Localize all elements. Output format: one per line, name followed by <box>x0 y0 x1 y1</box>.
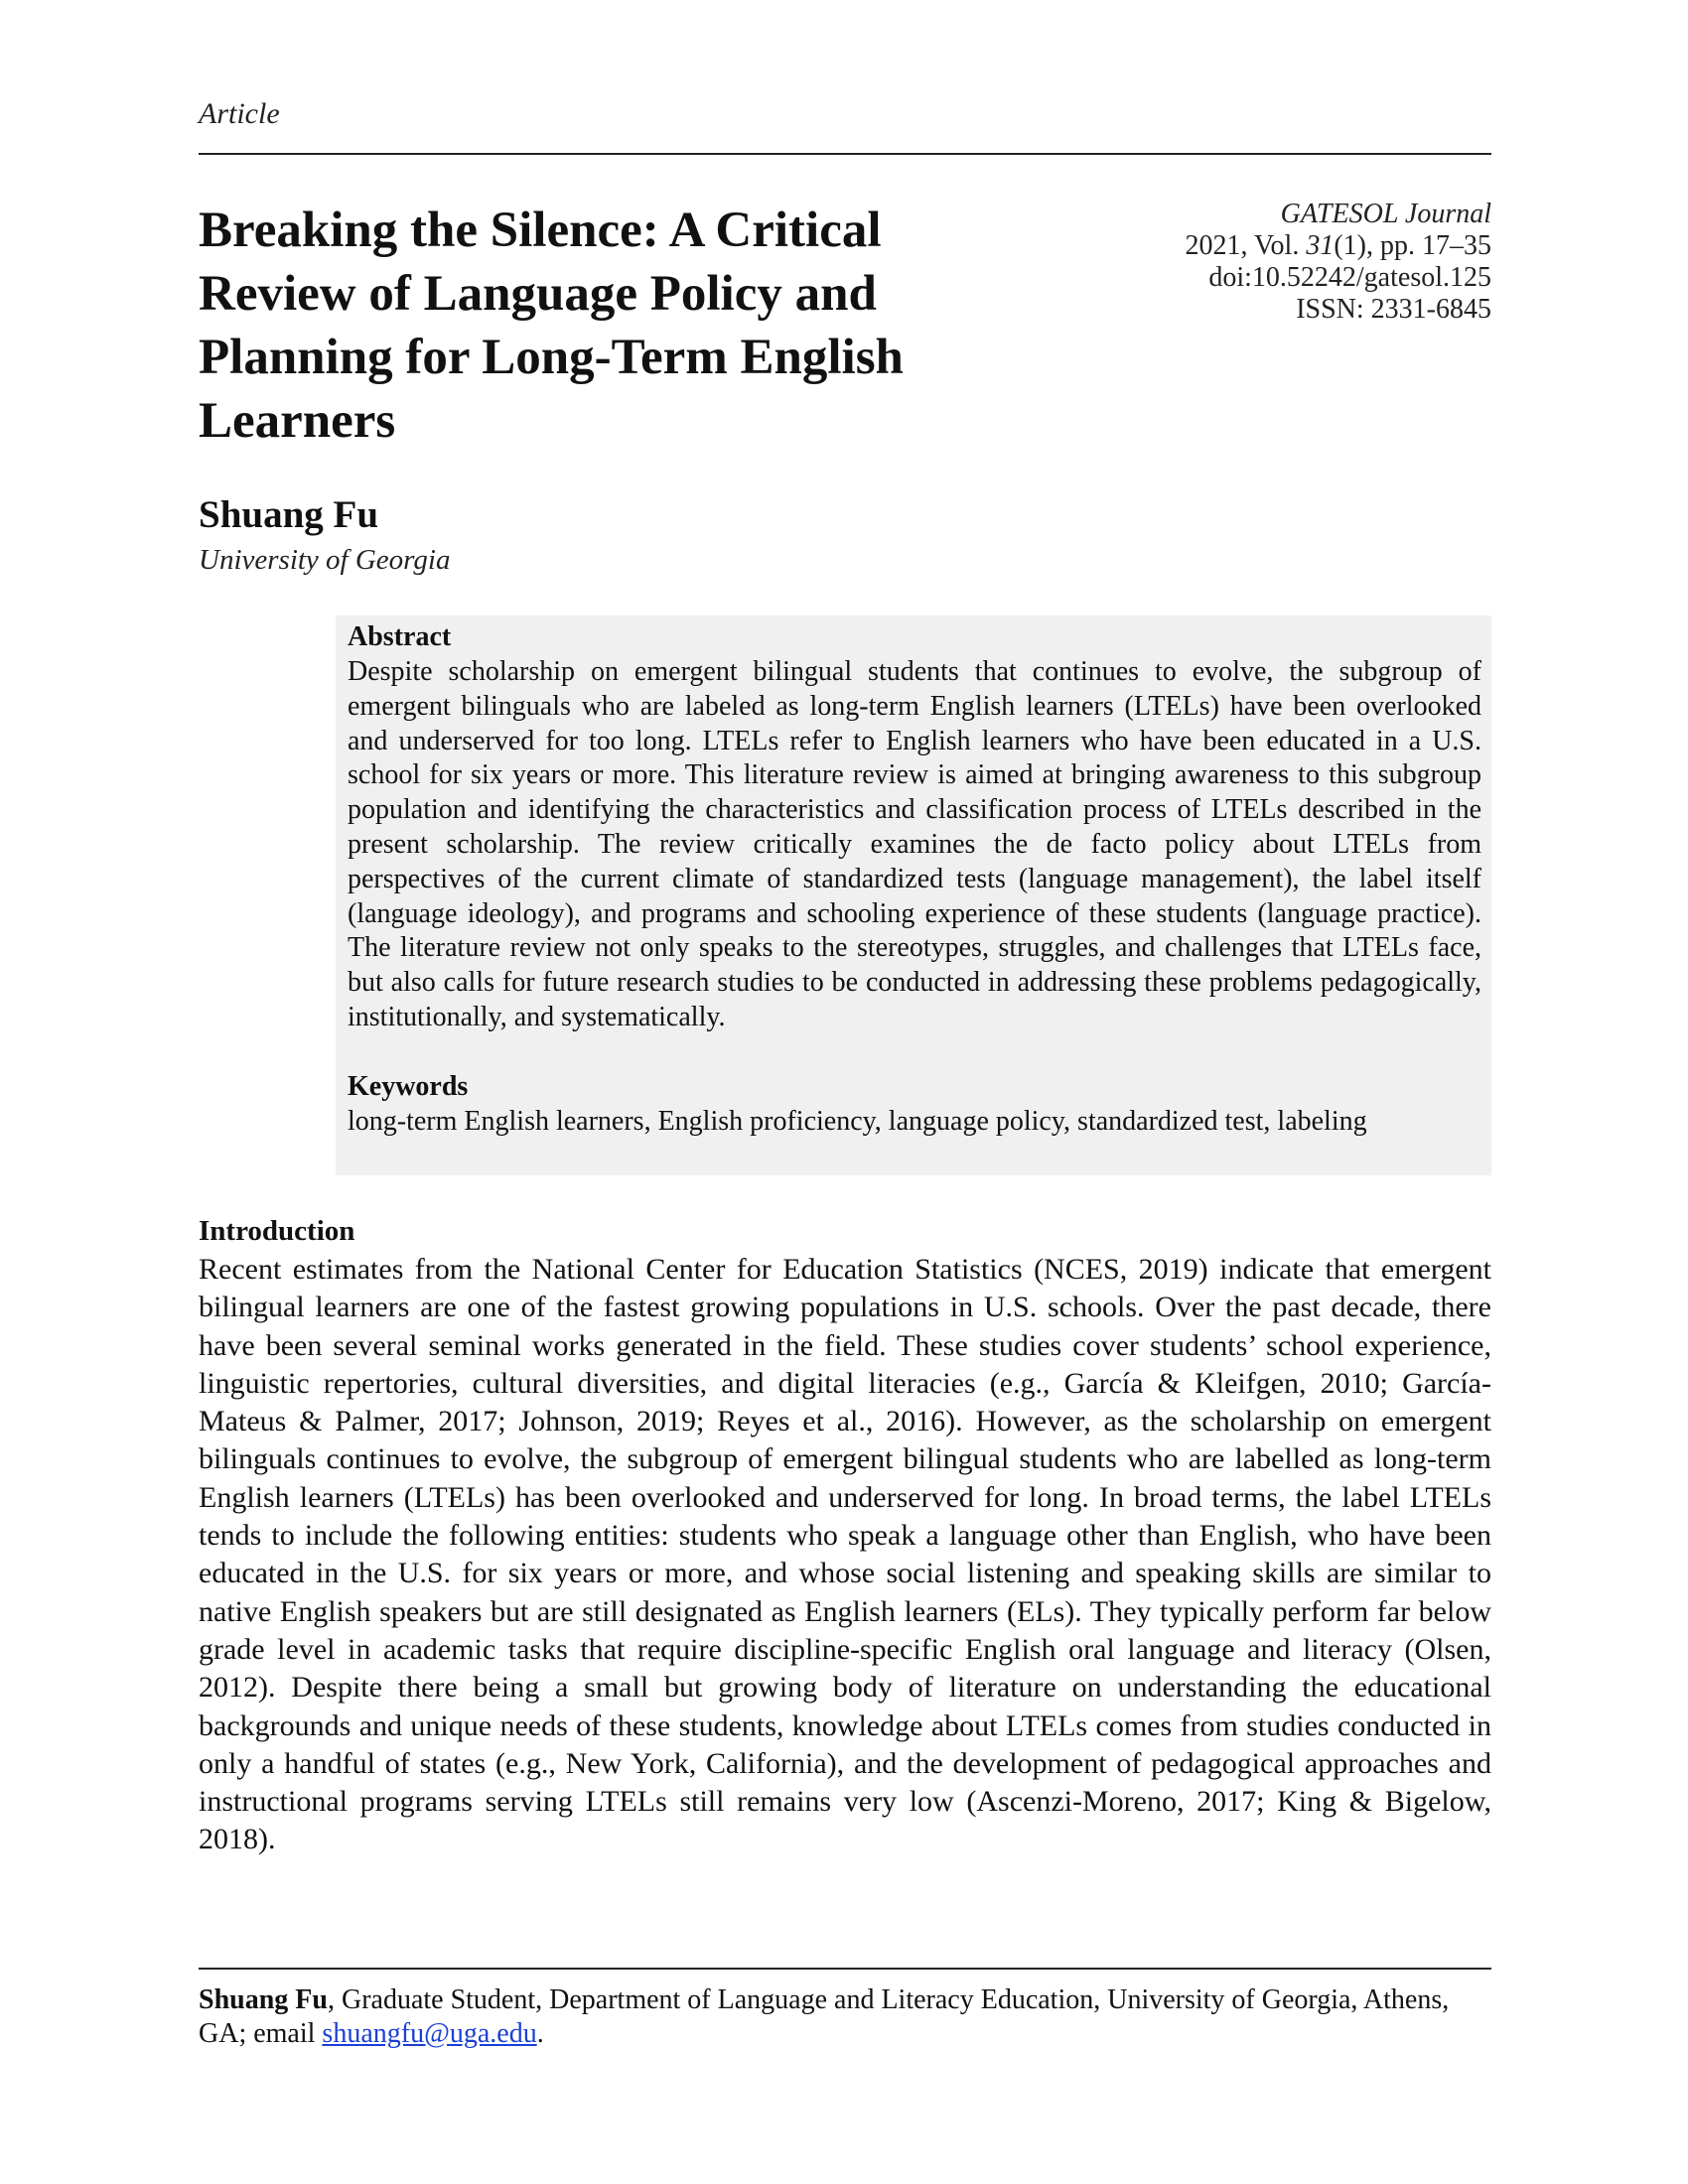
journal-info <box>1185 199 1491 326</box>
author-name: Shuang Fu <box>199 493 379 536</box>
header-rule <box>199 153 1491 155</box>
introduction-heading: Introduction <box>199 1215 355 1247</box>
journal-doi: doi:10.52242/gatesol.125 <box>1208 262 1491 293</box>
journal-issue-pages: (1), pp. 17–35 <box>1334 230 1491 261</box>
keywords-list: long-term English learners, English proficiency, language policy, standardized test, labeling <box>348 1105 1367 1137</box>
journal-volume-line <box>1185 230 1491 262</box>
abstract-heading: Abstract <box>348 621 452 652</box>
abstract-text: Despite scholarship on emergent bilingual students that continues to evolve, the subgroup of emergent bilinguals who are labeled as long-term English learners (LTELs) have been overlooked and underserved for too long. LTELs refer to English learners who have been educated in a U.S. school for six years or more. This literature review is aimed at bringing awareness to this subgroup population and identifying the characteristics and classification process of LTELs described in the present scholarship. The review critically examines the de facto policy about LTELs from perspectives of the current climate of standardized tests (language management), the label itself (language ideology), and programs and schooling experience of these students (language practice). The literature review not only speaks to the stereotypes, struggles, and challenges that LTELs face, but also calls for future research studies to be conducted in addressing these problems pedagogically, institutionally, and systematically. <box>348 656 1481 1032</box>
footnote-details: , Graduate Student, Department of Language and Literacy Education, University of Georgia, Athens, GA; email <box>199 1984 1450 2049</box>
journal-volume: 31 <box>1306 230 1335 261</box>
author-footnote <box>199 1983 1491 2051</box>
journal-name: GATESOL Journal <box>1280 199 1491 229</box>
footnote-author-name: Shuang Fu <box>199 1984 328 2015</box>
article-type-label: Article <box>199 97 280 130</box>
author-affiliation: University of Georgia <box>199 544 451 576</box>
keywords-heading: Keywords <box>348 1070 469 1102</box>
paper-title: Breaking the Silence: A Critical Review of Language Policy and Planning for Long-Term English Learners <box>199 203 904 449</box>
abstract-box <box>336 615 1491 1175</box>
author-email-link[interactable]: shuangfu@uga.edu <box>322 2018 537 2049</box>
journal-year-vol: 2021, Vol. <box>1185 230 1307 261</box>
keywords-block <box>348 1069 1481 1139</box>
journal-issn: ISSN: 2331-6845 <box>1296 294 1491 325</box>
footnote-end: . <box>536 2018 544 2049</box>
footnote-rule <box>199 1968 1491 1970</box>
introduction-text: Recent estimates from the National Center for Education Statistics (NCES, 2019) indicate that emergent bilingual learners are one of the fastest growing populations in U.S. schools. Over the past decade, there have been several seminal works generated in the field. These studies cover students’ school experience, linguistic repertories, cultural diversities, and digital literacies (e.g., García & Kleifgen, 2010; García-Mateus & Palmer, 2017; Johnson, 2019; Reyes et al., 2016). However, as the scholarship on emergent bilinguals continues to evolve, the subgroup of emergent bilingual students who are labelled as long-term English learners (LTELs) has been overlooked and underserved for long. In broad terms, the label LTELs tends to include the following entities: students who speak a language other than English, who have been educated in the U.S. for six years or more, and whose social listening and speaking skills are similar to native English speakers but are still designated as English learners (ELs). They typically perform far below grade level in academic tasks that require discipline-specific English oral language and literacy (Olsen, 2012). Despite there being a small but growing body of literature on understanding the educational backgrounds and unique needs of these students, knowledge about LTELs comes from studies conducted in only a handful of states (e.g., New York, California), and the development of pedagogical approaches and instructional programs serving LTELs still remains very low (Ascenzi-Moreno, 2017; King & Bigelow, 2018). <box>199 1253 1491 1856</box>
